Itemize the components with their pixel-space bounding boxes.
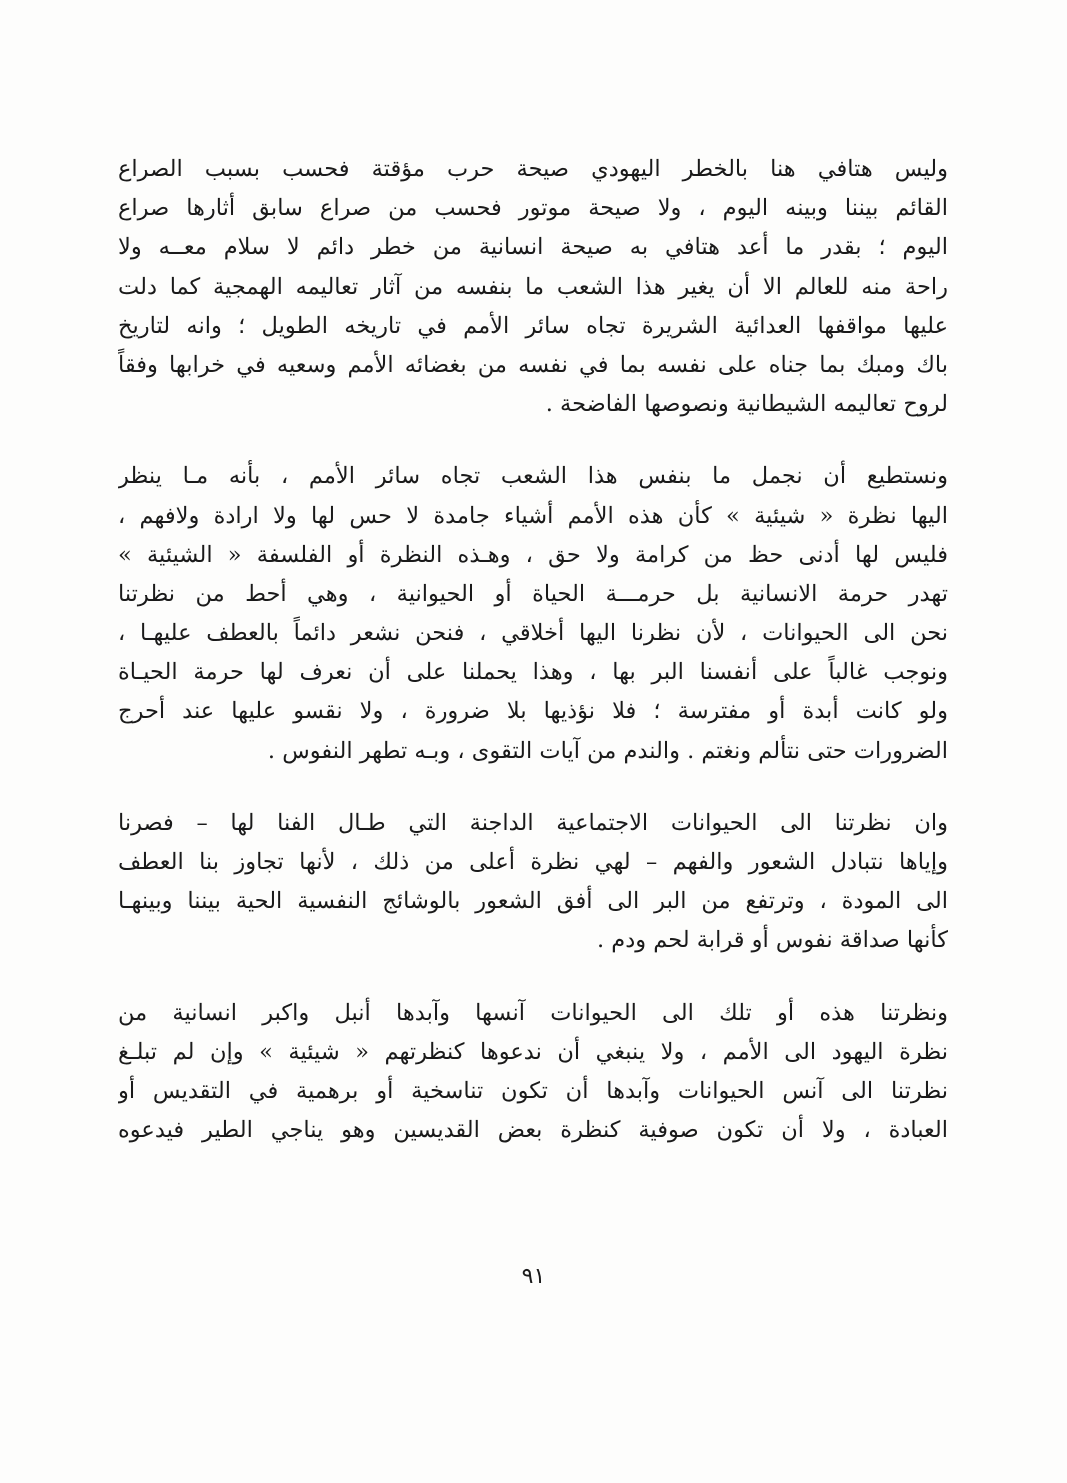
text-line: الى المودة ، وترتفع من البر الى أفق الشعور بالوشائج النفسية الحية بيننا وبينهـا <box>118 888 948 915</box>
body-text <box>118 150 948 1183</box>
text-line: ونوجب غالباً على أنفسنا البر بها ، وهذا يحملنا على أن نعرف لها حرمة الحيـاة <box>118 659 948 686</box>
paragraph-1 <box>118 150 948 424</box>
text-line: نحن الى الحيوانات ، لأن نظرنا اليها أخلاقي ، فنحن نشعر دائماً بالعطف عليهـا ، <box>118 620 948 647</box>
text-line: نظرتنا الى آنس الحيوانات وآبدها أن تكون تناسخية أو برهمية في التقديس أو <box>118 1077 948 1104</box>
text-line: وإياها نتبادل الشعور والفهم – لهي نظرة أعلى من ذلك ، لأنها تجاوز بنا العطف <box>118 849 948 875</box>
text-line: وان نظرتنا الى الحيوانات الاجتماعية الداجنة التي طـال الفنا لها – فصرنا <box>118 809 948 836</box>
text-line: باك ومبك بما جناه على نفسه بما في نفسه من بغضائه الأمم وسعيه في خرابها وفقاً <box>118 351 948 378</box>
text-line: وليس هتافي هنا بالخطر اليهودي صيحة حرب مؤقتة فحسب بسبب الصراع <box>118 156 948 182</box>
text-line: كأنها صداقة نفوس أو قرابة لحم ودم . <box>596 927 948 954</box>
paragraph-2 <box>118 457 948 771</box>
text-line: الضرورات حتى نتألم ونغتم . والندم من آيات التقوى ، وبـه تطهر النفوس . <box>267 737 948 764</box>
text-line: لروح تعاليمه الشيطانية ونصوصها الفاضحة . <box>545 391 948 418</box>
text-line: ونظرتنا هذه أو تلك الى الحيوانات آنسها وآبدها أنبل واكبر انسانية من <box>118 999 948 1026</box>
paragraph-4 <box>118 994 948 1151</box>
text-line: ونستطيع أن نجمل ما بنفس هذا الشعب تجاه سائر الأمم ، بأنه مـا ينظر <box>118 463 948 490</box>
text-line: القائم بيننا وبينه اليوم ، ولا صيحة موتور فحسب من صراع سابق أثارها صراع <box>118 195 948 222</box>
text-line: العبادة ، ولا أن تكون صوفية كنظرة بعض القديسين وهو يناجي الطير فيدعوه <box>118 1117 948 1144</box>
text-line: اليوم ؛ بقدر ما أعد هتافي به صيحة انسانية من خطر دائم لا سلام معــه ولا <box>118 234 948 261</box>
text-line: فليس لها أدنى حظ من كرامة ولا حق ، وهـذه النظرة أو الفلسفة « الشيئية » <box>118 541 948 568</box>
text-line: تهدر حرمة الانسانية بل حرمـــة الحياة أو الحيوانية ، وهي أحط من نظرتنا <box>118 580 948 607</box>
text-line: عليها مواقفها العدائية الشريرة تجاه سائر الأمم في تاريخه الطويل ؛ وانه لتاريخ <box>118 312 948 339</box>
text-line: نظرة اليهود الى الأمم ، ولا ينبغي أن ندعوها كنظرتهم « شيئية » وإن لم تبلـغ <box>118 1038 948 1065</box>
text-line: راحة منه للعالم الا أن يغير هذا الشعب ما بنفسه من آثار تعاليمه الهمجية كما دلت <box>118 273 948 300</box>
page-number: ٩١ <box>521 1264 546 1289</box>
text-line: اليها نظرة « شيئية » كأن هذه الأمم أشياء جامدة لا حس لها ولا ارادة ولافهم ، <box>118 502 948 529</box>
text-line: ولو كانت أبدة أو مفترسة ؛ فلا نؤذيها بلا ضرورة ، ولا نقسو عليها عند أحرج <box>118 698 948 725</box>
paragraph-3 <box>118 804 948 961</box>
